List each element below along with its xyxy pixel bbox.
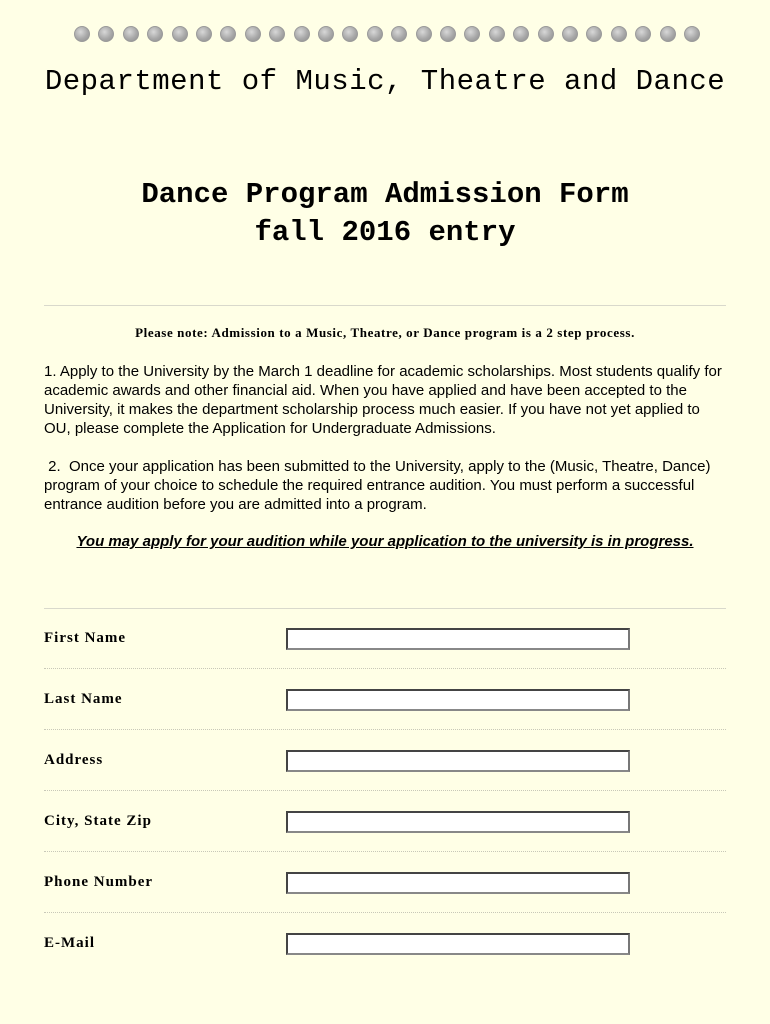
binding-dot (220, 26, 236, 42)
last-name-label: Last Name (44, 691, 123, 707)
city-state-zip-input[interactable] (286, 811, 630, 833)
binding-dot (611, 26, 627, 42)
row-divider (44, 912, 726, 913)
binding-dot (147, 26, 163, 42)
department-title: Department of Music, Theatre and Dance (44, 65, 726, 98)
binding-dot (684, 26, 700, 42)
binding-dot (562, 26, 578, 42)
first-name-input[interactable] (286, 628, 630, 650)
binding-dot (342, 26, 358, 42)
email-input[interactable] (286, 933, 630, 955)
binding-dot (367, 26, 383, 42)
city-state-zip-row (44, 792, 726, 852)
row-divider (44, 668, 726, 669)
binding-dot (635, 26, 651, 42)
binding-dot (586, 26, 602, 42)
email-label: E-Mail (44, 935, 95, 951)
row-divider (44, 729, 726, 730)
address-row (44, 731, 726, 791)
binding-dot (172, 26, 188, 42)
binding-dot (196, 26, 212, 42)
last-name-row (44, 670, 726, 730)
binding-dot (538, 26, 554, 42)
row-divider (44, 851, 726, 852)
step-1-text: 1. Apply to the University by the March 1 deadline for academic scholarships. Most students qualify for academic awards and other financial aid. When you have applied and have been accepted to the University, it makes the department scholarship process much easier. If you have not yet applied to OU, please complete the Application for Undergraduate Admissions. (44, 363, 722, 437)
binding-dot (660, 26, 676, 42)
address-input[interactable] (286, 750, 630, 772)
email-row (44, 914, 726, 974)
phone-number-label: Phone Number (44, 874, 154, 890)
phone-number-row (44, 853, 726, 913)
form-title-line-1: Dance Program Admission Form (141, 178, 629, 211)
binding-dot (123, 26, 139, 42)
binding-dot (269, 26, 285, 42)
last-name-input[interactable] (286, 689, 630, 711)
process-note: Please note: Admission to a Music, Theatre, or Dance program is a 2 step process. (135, 325, 635, 340)
first-name-row (44, 609, 726, 669)
binding-dot (294, 26, 310, 42)
binding-dot (513, 26, 529, 42)
phone-number-input[interactable] (286, 872, 630, 894)
binding-dot (464, 26, 480, 42)
row-divider (44, 790, 726, 791)
form-title-line-2: fall 2016 entry (254, 216, 516, 249)
spiral-binding-dots (70, 26, 700, 46)
city-state-zip-label: City, State Zip (44, 813, 152, 829)
binding-dot (489, 26, 505, 42)
binding-dot (74, 26, 90, 42)
binding-dot (416, 26, 432, 42)
binding-dot (391, 26, 407, 42)
binding-dot (318, 26, 334, 42)
first-name-label: First Name (44, 630, 127, 646)
binding-dot (98, 26, 114, 42)
step-2-text: 2. Once your application has been submitted to the University, apply to the (Music, Theatre, Dance) program of your choice to schedule the required entrance audition. You must perform a successful entrance audition before you are admitted into a program. (44, 458, 715, 513)
address-label: Address (44, 752, 104, 768)
audition-emphasis-note: You may apply for your audition while your application to the university is in progress. (76, 533, 694, 550)
divider (44, 305, 726, 306)
binding-dot (245, 26, 261, 42)
form-title (40, 176, 730, 252)
binding-dot (440, 26, 456, 42)
